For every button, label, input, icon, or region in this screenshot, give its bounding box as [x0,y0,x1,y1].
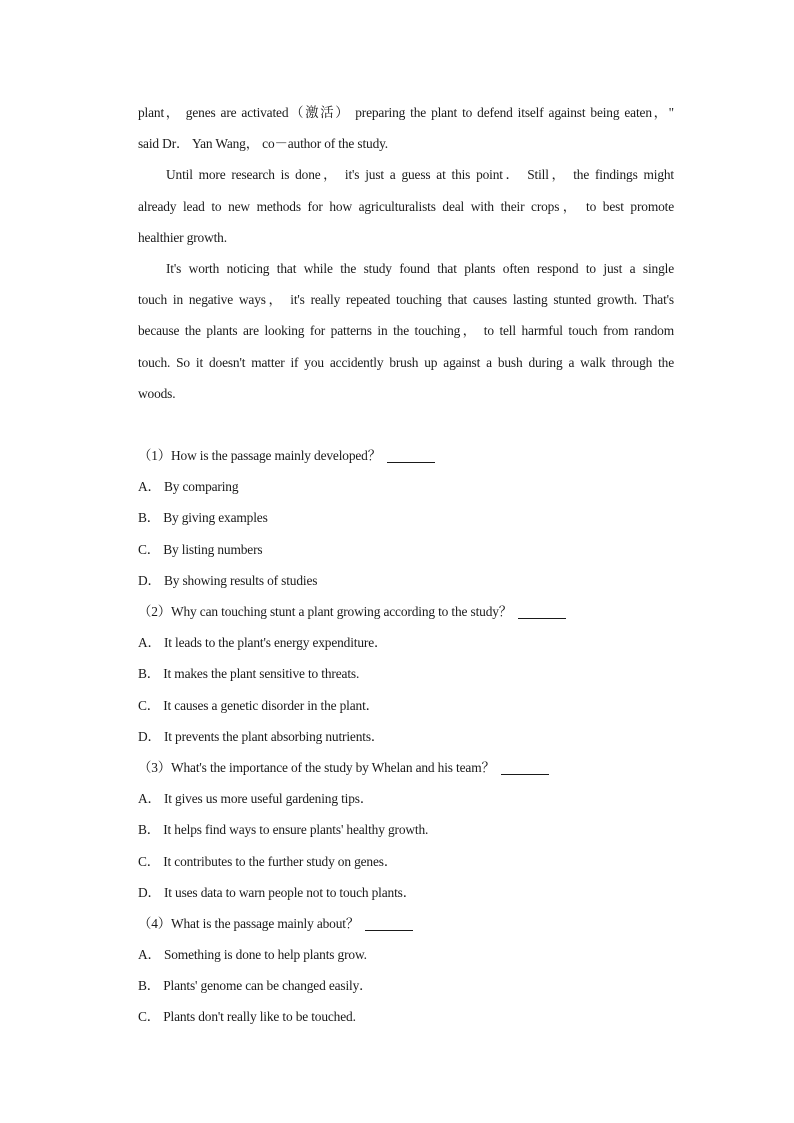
passage-line: healthier growth. [138,229,227,245]
question-stem: （4）What is the passage mainly about？ [138,908,674,939]
passage-line: touch in negative ways， it's really repeated touching that causes lasting stunted growth. That's [138,292,674,308]
option-b[interactable]: B． It helps find ways to ensure plants' healthy growth. [138,822,429,838]
answer-blank[interactable] [501,760,549,775]
option-d[interactable]: D． By showing results of studies [138,572,318,588]
question-stem: （2）Why can touching stunt a plant growing according to the study？ [138,596,674,627]
passage-line: woods. [138,385,176,401]
option-d[interactable]: D． It prevents the plant absorbing nutrients． [138,728,385,744]
passage-line: plant， genes are activated（激活） preparing the plant to defend itself against being eaten，" [138,105,674,120]
passage-line: It's worth noticing that while the study found that plants often respond to just a single [166,260,674,276]
document-page [138,97,674,1033]
passage-line: said Dr． Yan Wang， co－author of the study. [138,136,388,152]
passage-line: because the plants are looking for patterns in the touching， to tell harmful touch from random [138,323,674,339]
option-b[interactable]: B． It makes the plant sensitive to threats. [138,666,360,682]
answer-blank[interactable] [365,916,413,931]
option-b[interactable]: B． By giving examples [138,510,268,526]
passage [138,97,674,409]
option-c[interactable]: C． Plants don't really like to be touched. [138,1009,356,1025]
option-a[interactable]: A． It leads to the plant's energy expenditure． [138,635,388,651]
option-c[interactable]: C． By listing numbers [138,541,263,557]
answer-blank[interactable] [518,604,566,619]
passage-line: Until more research is done， it's just a guess at this point． Still， the findings might [166,167,674,183]
question-4 [138,908,674,1033]
option-b[interactable]: B． Plants' genome can be changed easily． [138,978,373,994]
passage-line: touch. So it doesn't matter if you accidently brush up against a bush during a walk through the [138,354,674,370]
option-c[interactable]: C． It causes a genetic disorder in the plant． [138,697,379,713]
question-stem: （3）What's the importance of the study by Whelan and his team？ [138,752,674,783]
option-a[interactable]: A． Something is done to help plants grow. [138,947,367,963]
question-2 [138,596,674,752]
option-c[interactable]: C． It contributes to the further study on genes． [138,853,398,869]
option-d[interactable]: D． It uses data to warn people not to touch plants． [138,884,416,900]
option-a[interactable]: A． It gives us more useful gardening tips． [138,791,374,807]
question-3 [138,752,674,908]
spacer [138,409,674,440]
question-1 [138,440,674,596]
passage-line: already lead to new methods for how agriculturalists deal with their crops， to best promote [138,198,674,214]
question-stem: （1）How is the passage mainly developed？ [138,440,674,471]
answer-blank[interactable] [387,448,435,463]
option-a[interactable]: A． By comparing [138,479,239,495]
